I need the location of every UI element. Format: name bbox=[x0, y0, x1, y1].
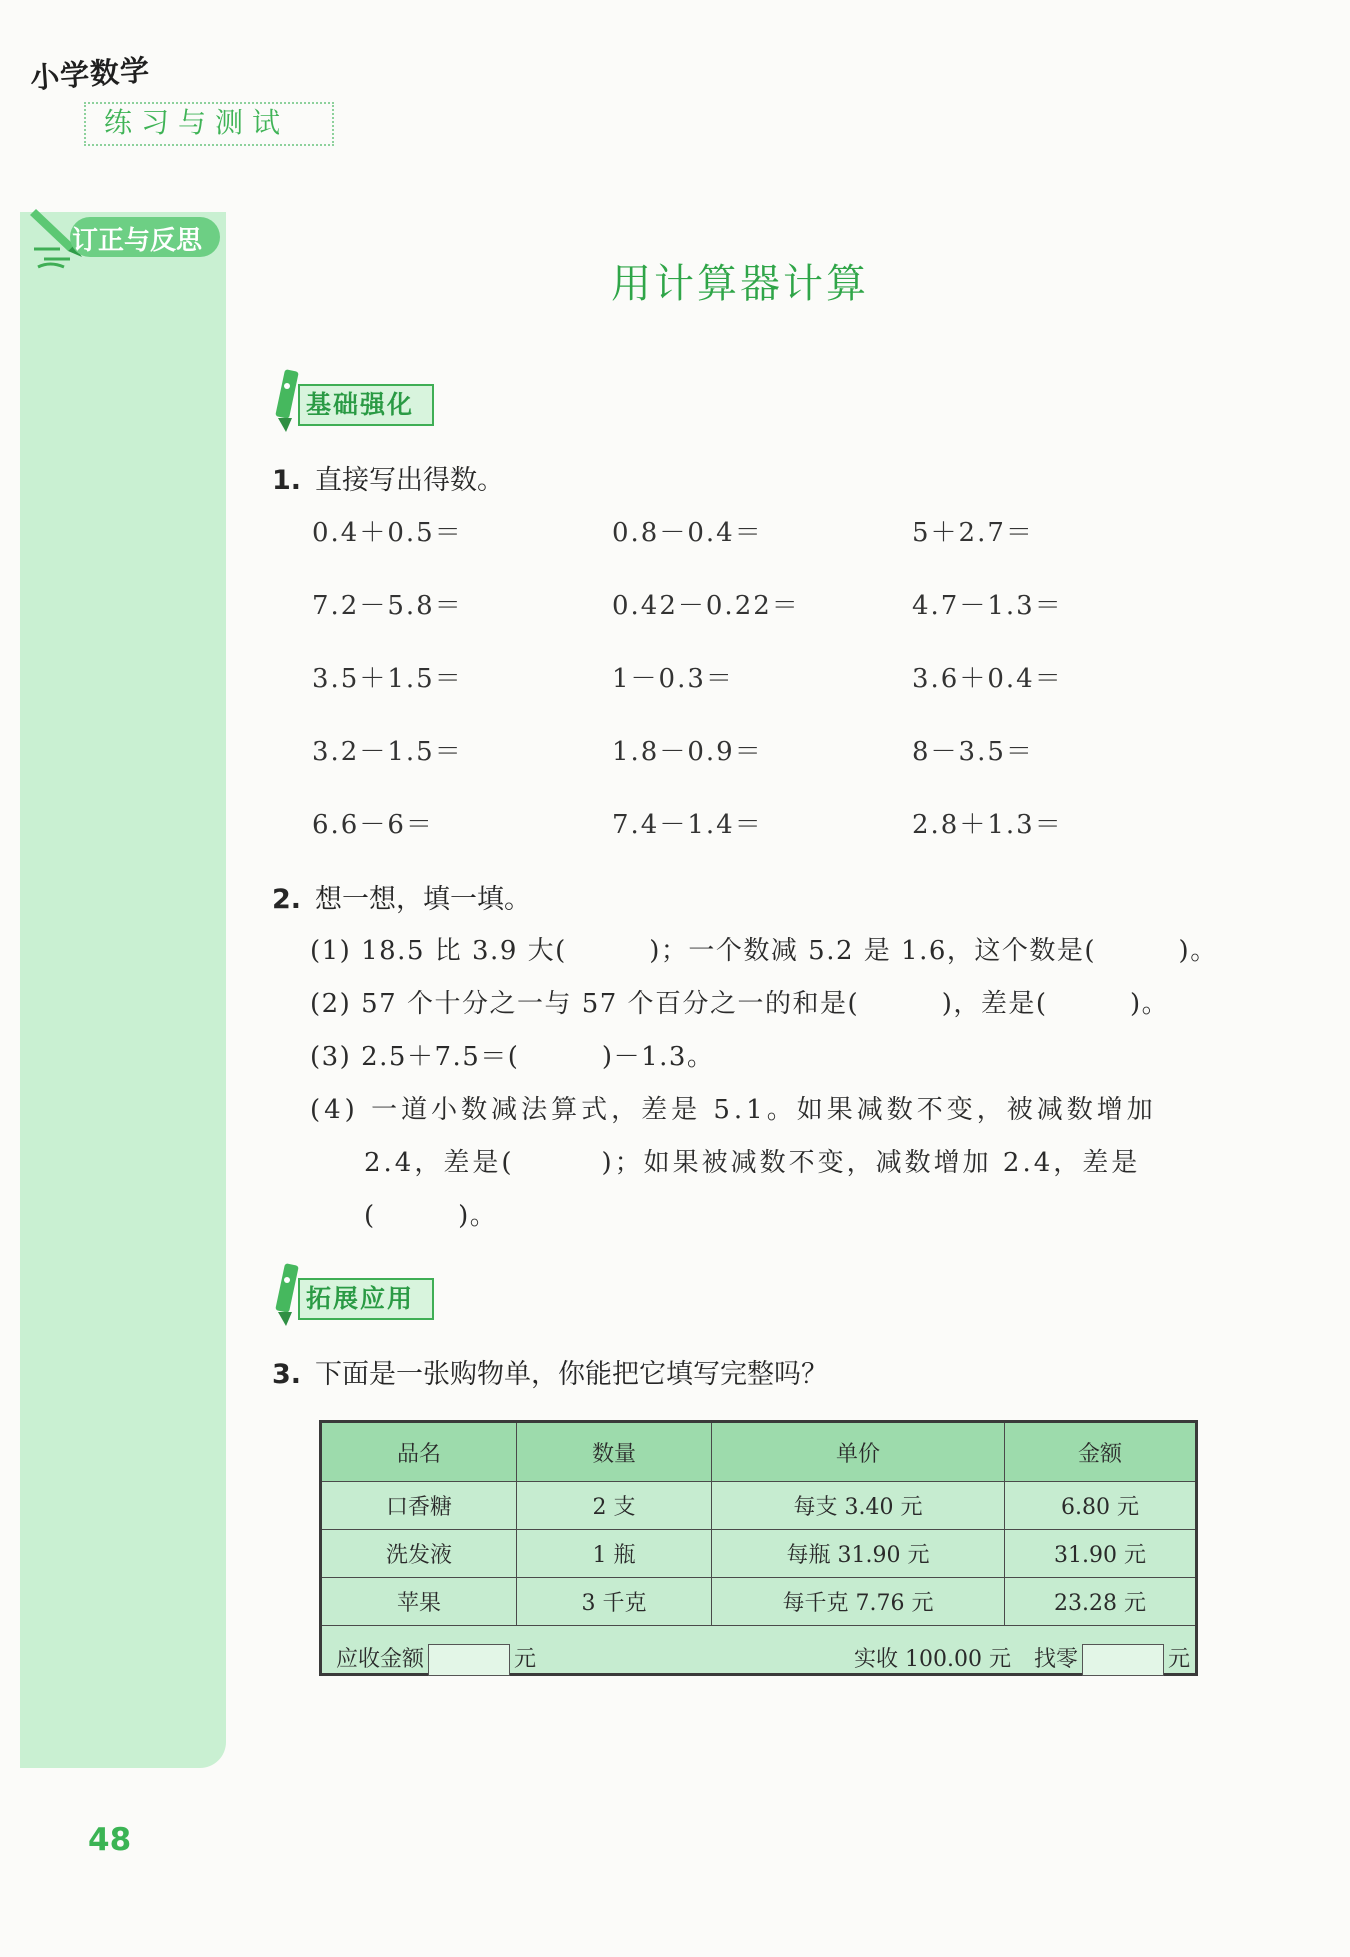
calc-item: 8－3.5＝ bbox=[912, 737, 1034, 767]
unit-label: 元 bbox=[1168, 1647, 1191, 1672]
change-label: 找零 bbox=[1034, 1647, 1079, 1672]
table-cell: 苹果 bbox=[321, 1578, 517, 1626]
page-number: 48 bbox=[88, 1822, 132, 1858]
question-number: 1. bbox=[272, 465, 302, 496]
table-cell: 3 千克 bbox=[517, 1578, 712, 1626]
series-brand bbox=[29, 52, 152, 96]
table-cell: 每支 3.40 元 bbox=[712, 1482, 1005, 1530]
unit-label: 元 bbox=[514, 1647, 537, 1672]
table-cell: 6.80 元 bbox=[1005, 1482, 1197, 1530]
question-3 bbox=[272, 1352, 828, 1391]
table-cell: 洗发液 bbox=[321, 1530, 517, 1578]
due-amount-group bbox=[336, 1642, 536, 1676]
question-2 bbox=[272, 877, 531, 916]
calc-item: 0.42－0.22＝ bbox=[612, 591, 800, 621]
table-cell: 31.90 元 bbox=[1005, 1530, 1197, 1578]
table-cell: 口香糖 bbox=[321, 1482, 517, 1530]
question-prompt: 下面是一张购物单，你能把它填写完整吗？ bbox=[315, 1359, 829, 1390]
calc-item: 1－0.3＝ bbox=[612, 664, 734, 694]
table-cell: 1 瓶 bbox=[517, 1530, 712, 1578]
calc-item: 2.8＋1.3＝ bbox=[912, 810, 1063, 840]
question-number: 2. bbox=[272, 884, 302, 915]
question-prompt: 想一想，填一填。 bbox=[315, 884, 532, 915]
calc-item: 0.4＋0.5＝ bbox=[312, 518, 463, 548]
table-footer bbox=[321, 1626, 1197, 1675]
column-header: 单价 bbox=[712, 1422, 1005, 1482]
table-footer-row bbox=[321, 1626, 1197, 1675]
calc-item: 1.8－0.9＝ bbox=[612, 737, 763, 767]
calc-item: 3.6＋0.4＝ bbox=[912, 664, 1063, 694]
question-2-line-3: (3) 2.5＋7.5＝( )－1.3。 bbox=[310, 1042, 715, 1072]
due-amount-label: 应收金额 bbox=[336, 1647, 425, 1672]
question-2-line-5: 2.4，差是( )；如果被减数不变，减数增加 2.4，差是 bbox=[364, 1148, 1141, 1178]
sidebar-header bbox=[30, 205, 225, 271]
series-title: 小学数学 bbox=[29, 52, 152, 96]
calc-item: 6.6－6＝ bbox=[312, 810, 434, 840]
due-amount-input[interactable] bbox=[428, 1644, 510, 1676]
section-basic-label: 基础强化 bbox=[298, 384, 434, 426]
sidebar-label: 订正与反思 bbox=[72, 226, 203, 256]
table-cell: 2 支 bbox=[517, 1482, 712, 1530]
question-2-line-6: ( )。 bbox=[364, 1201, 498, 1231]
calc-item: 5＋2.7＝ bbox=[912, 518, 1034, 548]
calc-item: 7.4－1.4＝ bbox=[612, 810, 763, 840]
table-cell: 每千克 7.76 元 bbox=[712, 1578, 1005, 1626]
calc-item: 7.2－5.8＝ bbox=[312, 591, 463, 621]
calc-item: 4.7－1.3＝ bbox=[912, 591, 1063, 621]
table-cell: 每瓶 31.90 元 bbox=[712, 1530, 1005, 1578]
question-2-line-2: (2) 57 个十分之一与 57 个百分之一的和是( )，差是( )。 bbox=[310, 989, 1170, 1019]
calc-item: 0.8－0.4＝ bbox=[612, 518, 763, 548]
table-cell: 23.28 元 bbox=[1005, 1578, 1197, 1626]
question-2-line-4: (4) 一道小数减法算式，差是 5.1。如果减数不变，被减数增加 bbox=[310, 1095, 1157, 1125]
section-extend-label: 拓展应用 bbox=[298, 1278, 434, 1320]
page-title: 用计算器计算 bbox=[611, 261, 869, 307]
pencil-icon bbox=[272, 368, 300, 434]
table-row bbox=[321, 1530, 1197, 1578]
column-header: 金额 bbox=[1005, 1422, 1197, 1482]
pencil-icon bbox=[272, 1262, 300, 1328]
received-amount: 实收 100.00 元 bbox=[854, 1647, 1011, 1672]
question-prompt: 直接写出得数。 bbox=[315, 465, 505, 496]
table-row bbox=[321, 1578, 1197, 1626]
shopping-list-table bbox=[319, 1420, 1198, 1676]
calc-item: 3.5＋1.5＝ bbox=[312, 664, 463, 694]
column-header: 数量 bbox=[517, 1422, 712, 1482]
table-row bbox=[321, 1482, 1197, 1530]
question-number: 3. bbox=[272, 1359, 302, 1390]
change-group bbox=[1034, 1642, 1190, 1676]
calc-item: 3.2－1.5＝ bbox=[312, 737, 463, 767]
table-header-row bbox=[321, 1422, 1197, 1482]
change-input[interactable] bbox=[1082, 1644, 1164, 1676]
question-2-line-1: (1) 18.5 比 3.9 大( )；一个数减 5.2 是 1.6，这个数是( )。 bbox=[310, 936, 1218, 966]
correction-sidebar bbox=[20, 212, 226, 1768]
column-header: 品名 bbox=[321, 1422, 517, 1482]
question-1 bbox=[272, 458, 504, 497]
series-subtitle: 练习与测试 bbox=[84, 102, 334, 146]
